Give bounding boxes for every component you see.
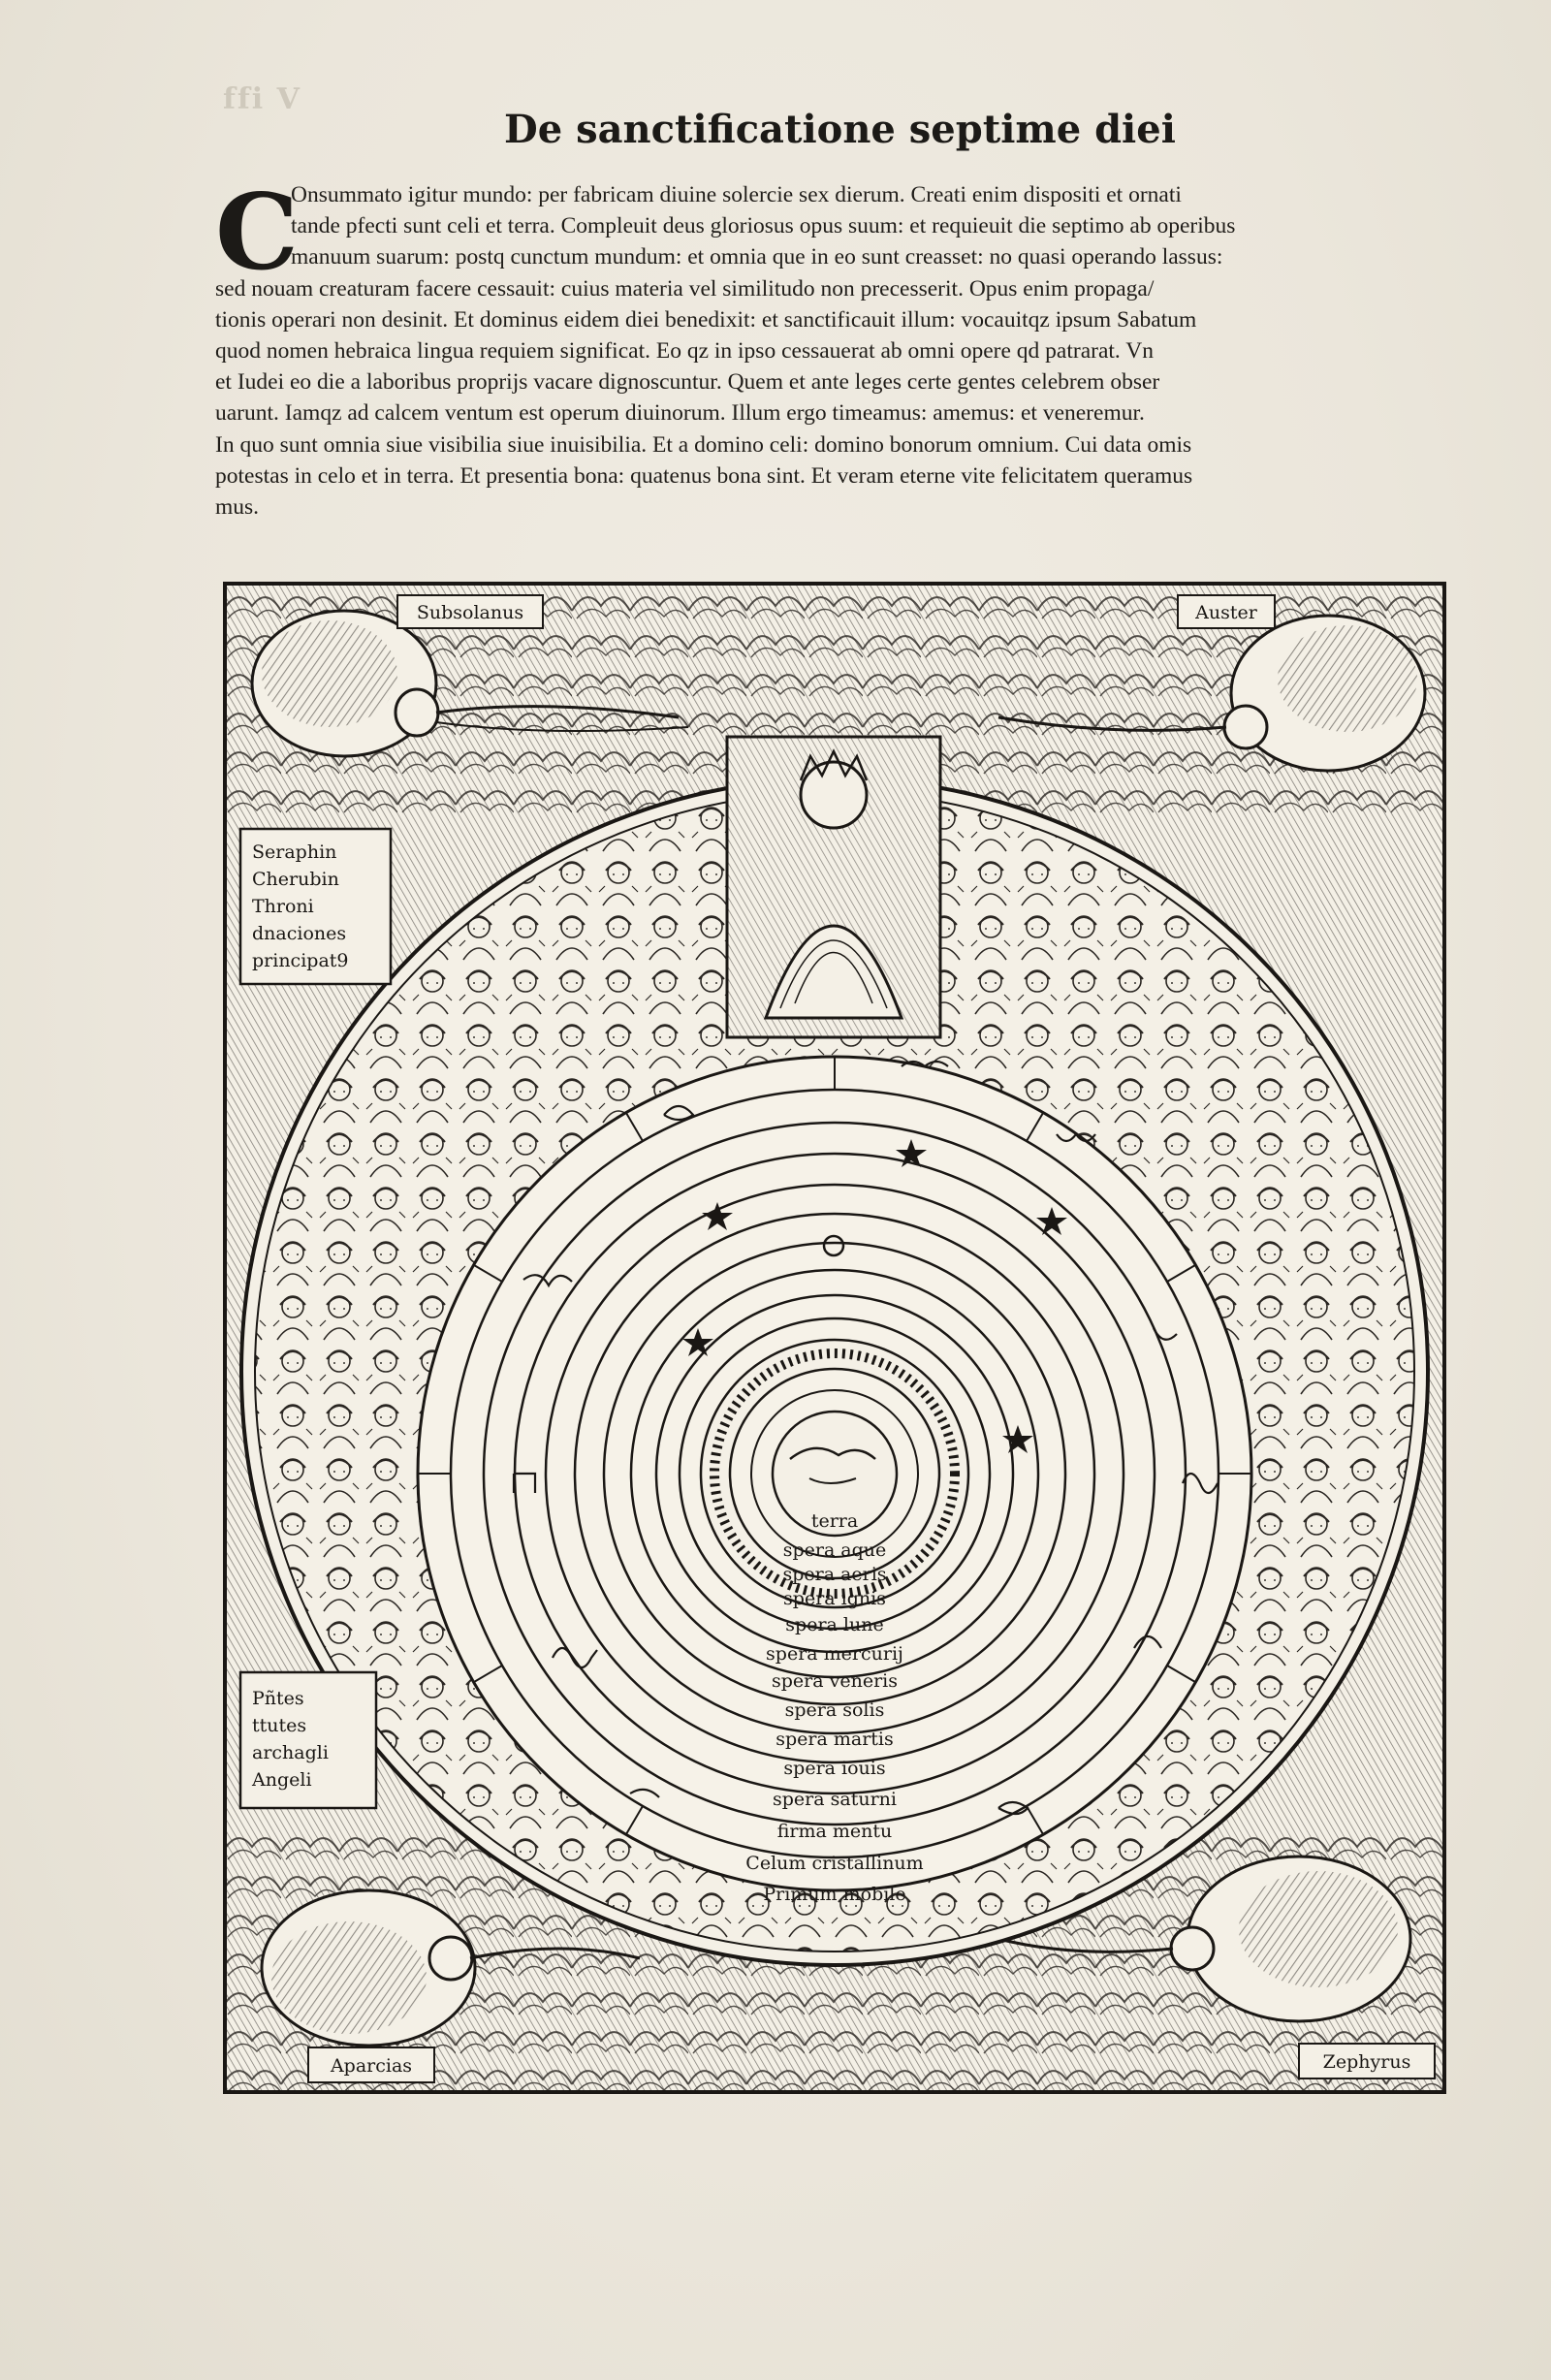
sphere-label: spera mercurij <box>766 1643 903 1665</box>
text-line: sed nouam creaturam facere cessauit: cuius materia vel similitudo non precesserit. Opus enim propaga/ <box>215 275 1155 301</box>
text-line: uarunt. Iamqz ad calcem ventum est operum diuinorum. Illum ergo timeamus: amemus: et veneremur. <box>215 400 1145 427</box>
text-line: In quo sunt omnia siue visibilia siue inuisibilia. Et a domino celi: domino bonorum omnium. Cui data omis <box>215 431 1192 458</box>
body-paragraph <box>215 172 1456 523</box>
svg-text:Zephyrus: Zephyrus <box>1322 2051 1411 2073</box>
sphere-label: spera lune <box>785 1614 884 1635</box>
sphere-label: Primum mobile <box>763 1884 906 1905</box>
wind-label-bottom-right <box>1299 2044 1435 2079</box>
choir-label: Cherubin <box>252 869 339 890</box>
text-line: tionis operari non desinit. Et dominus eidem diei benedixit: et sanctificauit illum: vocauitqz ipsum Sabatum <box>215 306 1197 333</box>
sphere-label: spera aeris <box>782 1564 887 1585</box>
decorated-initial: C <box>215 172 299 294</box>
cosmos-woodcut <box>223 582 1446 2094</box>
choir-label: Pñtes <box>252 1688 304 1709</box>
sphere-label: spera iouis <box>783 1758 886 1779</box>
choir-label: principat9 <box>252 950 349 971</box>
choir-label: archagli <box>252 1742 329 1763</box>
faint-folio-mark: ffi V <box>223 82 301 116</box>
sphere-label: spera aque <box>782 1539 887 1561</box>
wind-label-bottom-left <box>308 2047 434 2082</box>
choirs-upper-box <box>240 829 391 984</box>
sphere-label: firma mentu <box>776 1821 893 1842</box>
wind-label-top-right <box>1178 595 1275 628</box>
text-line: Onsummato igitur mundo: per fabricam diuine solercie sex dierum. Creati enim dispositi et ornati <box>291 182 1182 207</box>
choir-label: Seraphin <box>252 841 337 863</box>
page-title: De sanctificatione septime diei <box>504 107 1176 152</box>
text-line: et Iudei eo die a laboribus proprijs vacare dignoscuntur. Quem et ante leges certe gentes celebrem obser <box>215 369 1160 396</box>
sphere-label: spera solis <box>784 1699 885 1721</box>
text-line: manuum suarum: postq cunctum mundum: et omnia que in eo sunt creasset: no quasi operando lassus: <box>291 244 1223 270</box>
sphere-label: spera veneris <box>772 1670 898 1692</box>
sphere-label: spera ignis <box>783 1588 886 1609</box>
sphere-label: Celum cristallinum <box>745 1853 924 1874</box>
sphere-label: terra <box>810 1510 859 1532</box>
choir-label: Throni <box>252 896 314 917</box>
god-enthroned <box>727 737 940 1037</box>
svg-text:Aparcias: Aparcias <box>330 2055 413 2077</box>
choir-label: dnaciones <box>252 923 347 944</box>
text-line: potestas in celo et in terra. Et presentia bona: quatenus bona sint. Et veram eterne vite felicitatem queramus <box>215 462 1193 489</box>
woodcut-svg <box>223 582 1446 2094</box>
sphere-label: spera saturni <box>773 1789 897 1810</box>
text-line: mus. <box>215 493 260 520</box>
text-line: tande pfecti sunt celi et terra. Compleuit deus gloriosus opus suum: et requieuit die septimo ab operibus <box>291 213 1236 239</box>
choir-label: ttutes <box>252 1715 307 1736</box>
wind-label-top-left <box>397 595 543 628</box>
choirs-lower-box <box>240 1672 376 1808</box>
text-line: quod nomen hebraica lingua requiem significat. Eo qz in ipso cessauerat ab omni opere qd patrarat. Vn <box>215 337 1154 364</box>
svg-text:Auster: Auster <box>1195 602 1257 623</box>
choir-label: Angeli <box>252 1769 312 1791</box>
sphere-label: spera martis <box>776 1729 894 1750</box>
svg-text:Subsolanus: Subsolanus <box>416 602 524 623</box>
